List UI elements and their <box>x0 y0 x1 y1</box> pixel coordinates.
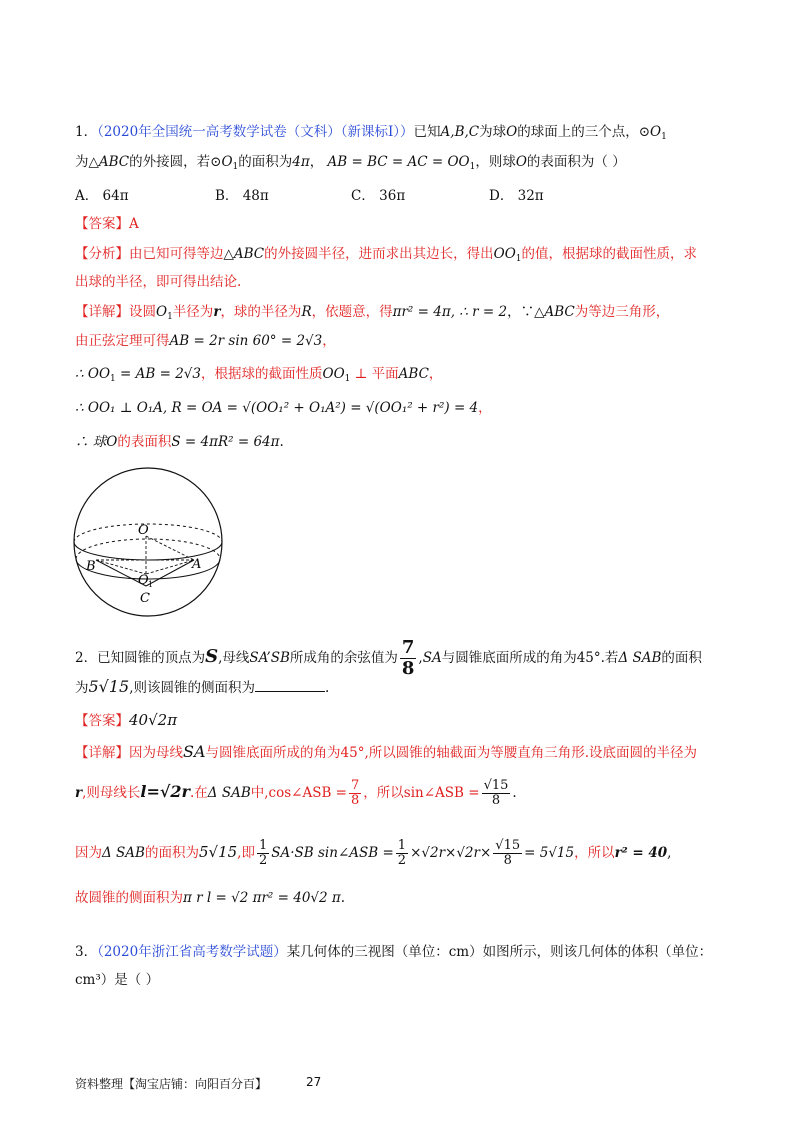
detail-math: = AB = 2√3 <box>115 366 201 382</box>
q1-detail-line-3: ∴ $OO_1$ = AB = 2√3，根据球的截面性质$OO_1$ ⊥ 平面ABC， <box>75 366 443 384</box>
q2-answer-value: 40√2π <box>129 711 178 729</box>
radius-r: r <box>75 785 83 801</box>
q2-text: , <box>418 650 423 666</box>
q1-answer: 【答案】A <box>75 216 139 232</box>
detail-text: ,则母线长 <box>82 785 141 801</box>
option-a <box>75 186 129 206</box>
q2-text: 所成角的余弦值为 <box>289 650 398 666</box>
q2-sa: SA <box>422 650 442 666</box>
detail-math: r² = 40 <box>614 845 668 861</box>
q2-text: 与圆锥底面所成的角为45°.若 <box>441 650 619 666</box>
detail-text: 由正弦定理可得 <box>75 333 170 349</box>
denominator: 8 <box>503 853 512 868</box>
q2-triangle-sab: Δ SAB <box>207 785 251 801</box>
denominator: 2 <box>397 853 407 868</box>
detail-math: ，所以sin∠ASB = <box>363 785 480 801</box>
numerator: 1 <box>258 838 268 853</box>
detail-math: AB = 2r sin 60° = 2√3 <box>169 333 323 349</box>
fraction-7-8 <box>349 779 361 808</box>
detail-math: ×√2r×√2r× <box>410 845 492 861</box>
q2-text: 为 <box>75 680 89 696</box>
segment-oa <box>146 536 194 560</box>
q2-text: 的面积 <box>661 650 702 666</box>
numerator: 7 <box>401 637 415 658</box>
q1-sphere-o: O <box>506 124 518 140</box>
label-o1: O <box>138 573 149 588</box>
option-c-value: 36π <box>379 188 406 204</box>
option-b <box>215 186 269 206</box>
detail-text: 因为母线 <box>129 745 183 761</box>
option-c-label: C． <box>351 188 375 204</box>
option-b-value: 48π <box>242 188 269 204</box>
denominator: 8 <box>491 793 501 808</box>
radius-R: R <box>301 304 312 320</box>
q1-triangle: △ABC <box>223 246 265 262</box>
q1-analysis-line-1: 【分析】由已知可得等边△ABC的外接圆半径，进而求出其边长，得出$OO_1$的值，根据球的截面性质，求 <box>75 246 698 264</box>
option-d-value: 32π <box>517 188 544 204</box>
denominator: 8 <box>351 793 360 808</box>
q3-line-2: cm³）是（ ） <box>75 972 160 988</box>
analysis-text: 的值，根据球的截面性质，求 <box>521 246 698 262</box>
detail-math: πr² = 4π, ∴ r = 2 <box>392 304 508 320</box>
detail-text: ，球的半径为 <box>220 304 302 320</box>
detail-text: 设圆 <box>129 304 156 320</box>
subscript: 1 <box>661 132 667 142</box>
detail-math: l=√2r <box>140 782 190 801</box>
q2-answer <box>75 710 735 731</box>
q2-line-1 <box>75 638 735 679</box>
radius-r: r <box>213 304 221 320</box>
q1-options <box>75 186 735 206</box>
detail-label: 【详解】 <box>75 745 129 761</box>
q2-text: ,则该圆锥的侧面积为 <box>129 680 256 696</box>
detail-text: 因为 <box>75 845 102 861</box>
q1-analysis-line-2: 出球的半径，即可得出结论. <box>75 274 242 290</box>
analysis-label: 【分析】 <box>75 246 129 262</box>
denominator: 8 <box>401 658 415 679</box>
q1-triangle: △ABC <box>88 154 130 170</box>
detail-text: 的面积为 <box>144 845 199 861</box>
q3-text: 某几何体的三视图（单位：cm）如图所示，则该几何体的体积（单位： <box>286 944 713 960</box>
detail-math: 中,cos∠ASB = <box>250 785 347 801</box>
q3-source: （2020年浙江省高考数学试题） <box>97 944 287 960</box>
q1-detail-line-2: 由正弦定理可得AB = 2r sin 60° = 2√3， <box>75 333 336 349</box>
fraction-sqrt15-8 <box>493 839 522 868</box>
sphere-figure <box>68 464 232 622</box>
q1-text: ，则球 <box>475 154 516 170</box>
option-b-label: B． <box>215 188 239 204</box>
option-a-value: 64π <box>102 188 129 204</box>
detail-label: 【详解】 <box>75 304 129 320</box>
detail-text: ⊥ 平面 <box>350 366 399 382</box>
q1-detail-line-1: 【详解】设圆$O_1$半径为r，球的半径为R，依题意，得πr² = 4π, ∴ r = 2，∵△ABC为等边三角形， <box>75 304 670 322</box>
q2-text: . <box>325 680 330 696</box>
q1-text: 的外接圆，若 <box>129 154 211 170</box>
q1-sphere-o: O <box>515 154 527 170</box>
q1-area: 4π <box>292 154 310 170</box>
q2-detail-line-3 <box>75 836 735 869</box>
numerator: 1 <box>397 838 407 853</box>
q3-number: 3． <box>75 944 98 960</box>
q2-triangle-sab: Δ SAB <box>618 650 662 666</box>
detail-text: ，所以 <box>574 845 615 861</box>
q3-line-1 <box>75 942 735 962</box>
segment-o1a <box>146 560 194 574</box>
detail-math: ∴ OO <box>75 366 111 382</box>
detail-text: 为等边三角形， <box>574 304 670 320</box>
answer-blank <box>255 677 325 692</box>
detail-math: S = 4πR² = 64π <box>171 434 280 450</box>
detail-text: ,即 <box>237 845 255 861</box>
q2-area: 5√15 <box>88 677 130 696</box>
q1-sphere-o: O <box>106 434 118 450</box>
q1-text: 的表面积为（ ） <box>526 154 626 170</box>
detail-text: , <box>667 845 672 861</box>
detail-math: SA·SB sin∠ASB = <box>271 845 394 861</box>
q2-fraction-7-8 <box>400 638 417 679</box>
detail-text: 故圆锥的侧面积为 <box>75 890 183 906</box>
q2-generators: SA’SB <box>249 650 290 666</box>
q1-detail-line-4: ∴ OO₁ ⊥ O₁A, R = OA = √(OO₁² + O₁A²) = √(OO₁² + r²) = 4， <box>75 400 492 416</box>
detail-text: ，依题意，得 <box>311 304 393 320</box>
analysis-text: 由已知可得等边 <box>129 246 224 262</box>
q2-area: 5√15 <box>198 843 238 861</box>
detail-math: ∴ 球 <box>75 434 107 450</box>
q1-text: 的球面上的三个点， <box>517 124 639 140</box>
q2-detail-line-1 <box>75 742 735 763</box>
subscript: 1 <box>469 162 476 172</box>
q2-text: 已知圆锥的顶点为 <box>97 650 206 666</box>
numerator: 7 <box>351 778 360 793</box>
fraction-sqrt15-8 <box>482 779 511 808</box>
analysis-text: 的外接圆半径，进而求出其边长，得出 <box>264 246 494 262</box>
q1-text: 已知 <box>413 124 441 140</box>
q1-number: 1． <box>75 124 98 140</box>
fraction-half <box>396 839 408 868</box>
q2-line-2 <box>75 677 735 698</box>
option-a-label: A． <box>75 188 99 204</box>
q2-number: 2． <box>75 650 98 666</box>
label-o: O <box>138 523 149 538</box>
label-a: A <box>192 557 202 572</box>
q1-line-1 <box>75 122 735 147</box>
small-circle-back <box>76 539 220 559</box>
detail-text: 的表面积 <box>117 434 172 450</box>
q1-circle-o1: ⊙O <box>638 124 662 140</box>
q1-points: A,B,C <box>440 124 480 140</box>
q1-line-2: 为△ABC的外接圆，若$⊙O_1$的面积为4π， AB = BC = AC = $OO_1$，则球O的表面积为（ ） <box>75 154 626 172</box>
detail-math: = 5√15 <box>524 845 575 861</box>
numerator: √15 <box>495 838 521 853</box>
subscript: 1 <box>232 162 239 172</box>
detail-text: . <box>340 890 346 906</box>
option-d-label: D． <box>489 188 514 204</box>
label-c: C <box>140 591 150 606</box>
segment-bo1 <box>96 560 146 574</box>
detail-math: π r l = √2 πr² = 40√2 π <box>183 890 341 906</box>
q1-triangle: △ABC <box>534 304 575 320</box>
q1-source: （2020年全国统一高考数学试卷（文科）（新课标Ⅰ）） <box>97 124 414 140</box>
footer-text: 资料整理【淘宝店铺：向阳百分百】 <box>75 1077 268 1091</box>
option-d <box>489 186 544 206</box>
label-b: B <box>86 559 96 574</box>
q1-text: 为 <box>75 154 89 170</box>
fraction-half <box>257 839 269 868</box>
q2-triangle-sab: Δ SAB <box>102 845 145 861</box>
detail-text: .在 <box>189 785 208 801</box>
detail-math: ABC <box>398 366 429 382</box>
page-number: 27 <box>306 1075 322 1089</box>
q2-detail-line-2 <box>75 776 735 809</box>
q2-sa: SA <box>183 742 206 761</box>
q1-text: 为球 <box>479 124 507 140</box>
detail-text: 与圆锥底面所成的角为45°,所以圆锥的轴截面为等腰直角三角形.设底面圆的半径为 <box>205 745 698 761</box>
q1-circle-o1: ⊙O <box>210 154 233 170</box>
detail-text: ，根据球的截面性质 <box>201 366 323 382</box>
detail-text: 半径为 <box>172 304 214 320</box>
q1-equation: AB = BC = AC = OO <box>327 154 470 170</box>
q1-text: 的面积为 <box>238 154 293 170</box>
q1-detail-line-5: ∴ 球O的表面积S = 4πR² = 64π. <box>75 434 284 450</box>
label-o1-sub: 1 <box>148 580 154 589</box>
q2-vertex-s: S <box>205 646 219 667</box>
detail-text: . <box>512 785 517 801</box>
detail-text: ，∵ <box>507 304 535 320</box>
detail-math: ∴ OO₁ ⊥ O₁A, R = OA = √(OO₁² + O₁A²) = √(OO₁² + r²) = 4 <box>75 400 479 416</box>
q2-text: ,母线 <box>218 650 250 666</box>
option-c <box>351 186 405 206</box>
denominator: 2 <box>258 853 268 868</box>
numerator: √15 <box>483 778 509 793</box>
q2-detail-line-4 <box>75 888 735 908</box>
segment-ca <box>146 560 194 586</box>
answer-label: 【答案】 <box>75 713 129 729</box>
